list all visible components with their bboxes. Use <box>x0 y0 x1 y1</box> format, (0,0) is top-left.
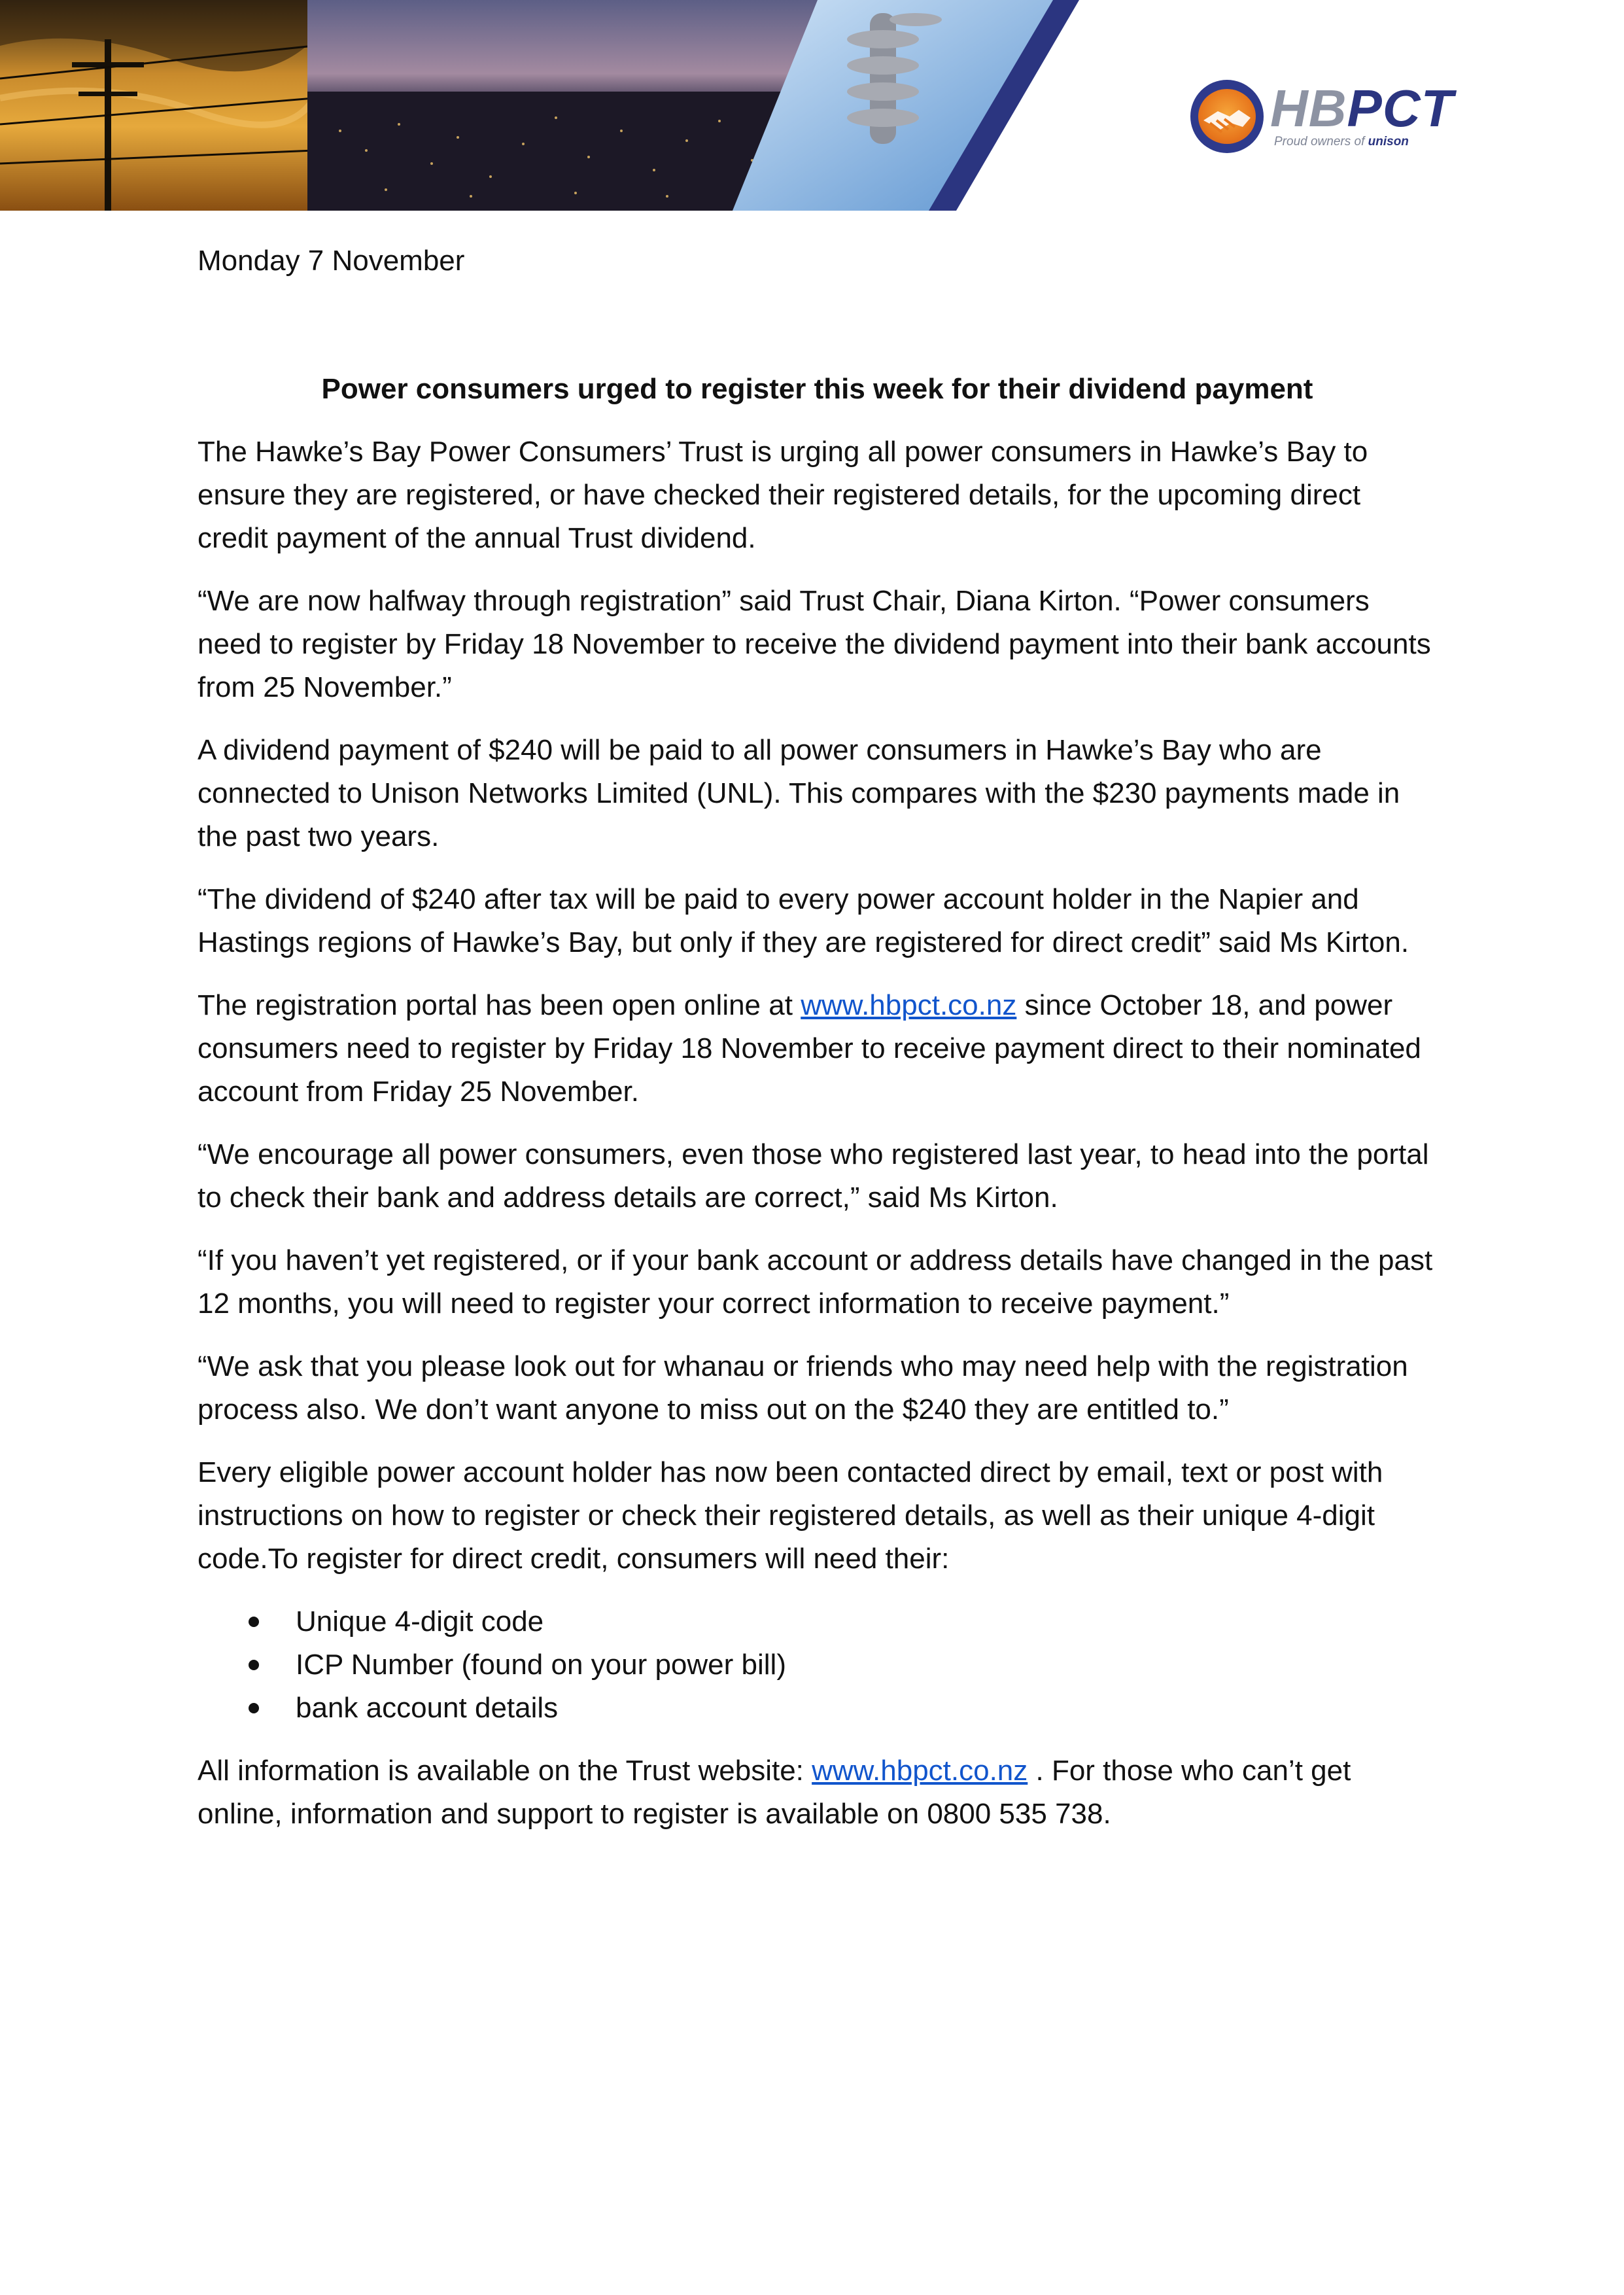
paragraph-dividend-amount: A dividend payment of $240 will be paid to all power consumers in Hawke’s Bay who are connected to Unison Networks Limited (UNL). This compares with the $230 payments made in the past two years. <box>198 734 1400 852</box>
logo-wordmark: HBPCT <box>1270 79 1454 137</box>
hbpct-logo <box>1190 77 1465 154</box>
logo-tagline: Proud owners of unison <box>1274 135 1409 149</box>
website-link[interactable]: www.hbpct.co.nz <box>812 1755 1028 1787</box>
paragraph-halfway-quote: “We are now halfway through registration” said Trust Chair, Diana Kirton. “Power consumers need to register by Friday 18 November to receive the dividend payment into their bank accounts from 25 November.” <box>198 585 1431 703</box>
bullet-icon <box>249 1617 259 1627</box>
press-release <box>198 239 1437 1836</box>
banner-photo <box>0 0 1079 211</box>
bullet-icon <box>249 1703 259 1713</box>
list-item: Unique 4-digit code <box>198 1600 1437 1643</box>
paragraph-registration-portal: The registration portal has been open online at www.hbpct.co.nz since October 18, and power consumers need to register by Friday 18 November to receive payment direct to their nominated account from Friday 25 November. <box>198 989 1421 1108</box>
paragraph-changed-details: “If you haven’t yet registered, or if your bank account or address details have changed in the past 12 months, you will need to register your correct information to receive payment.” <box>198 1244 1433 1320</box>
bullet-icon <box>249 1660 259 1670</box>
paragraph-encourage-check: “We encourage all power consumers, even those who registered last year, to head into the portal to check their bank and address details are correct,” said Ms Kirton. <box>198 1138 1429 1214</box>
paragraph-more-info: All information is available on the Trust website: www.hbpct.co.nz . For those who can’t get online, information and support to register is available on 0800 535 738. <box>198 1755 1351 1830</box>
list-item: ICP Number (found on your power bill) <box>198 1643 1437 1687</box>
release-date: Monday 7 November <box>198 245 465 277</box>
list-item: bank account details <box>198 1687 1437 1730</box>
header-banner <box>0 0 1079 211</box>
requirements-list <box>198 1600 1437 1730</box>
paragraph-intro: The Hawke’s Bay Power Consumers’ Trust is urging all power consumers in Hawke’s Bay to ensure they are registered, or have checked their registered details, for the upcoming direct credit payment of the annual Trust dividend. <box>198 436 1368 554</box>
paragraph-contacted: Every eligible power account holder has now been contacted direct by email, text or post with instructions on how to register or check their registered details, as well as their unique 4-digit code.To register for direct credit, consumers will need their: <box>198 1456 1383 1575</box>
paragraph-whanau: “We ask that you please look out for whanau or friends who may need help with the registration process also. We don’t want anyone to miss out on the $240 they are entitled to.” <box>198 1350 1408 1426</box>
headline: Power consumers urged to register this week for their dividend payment <box>321 373 1313 405</box>
website-link[interactable]: www.hbpct.co.nz <box>801 989 1017 1021</box>
paragraph-dividend-eligibility: “The dividend of $240 after tax will be paid to every power account holder in the Napier and Hastings regions of Hawke’s Bay, but only if they are registered for direct credit” said Ms Kirton. <box>198 883 1409 958</box>
handshake-icon <box>1190 80 1264 153</box>
